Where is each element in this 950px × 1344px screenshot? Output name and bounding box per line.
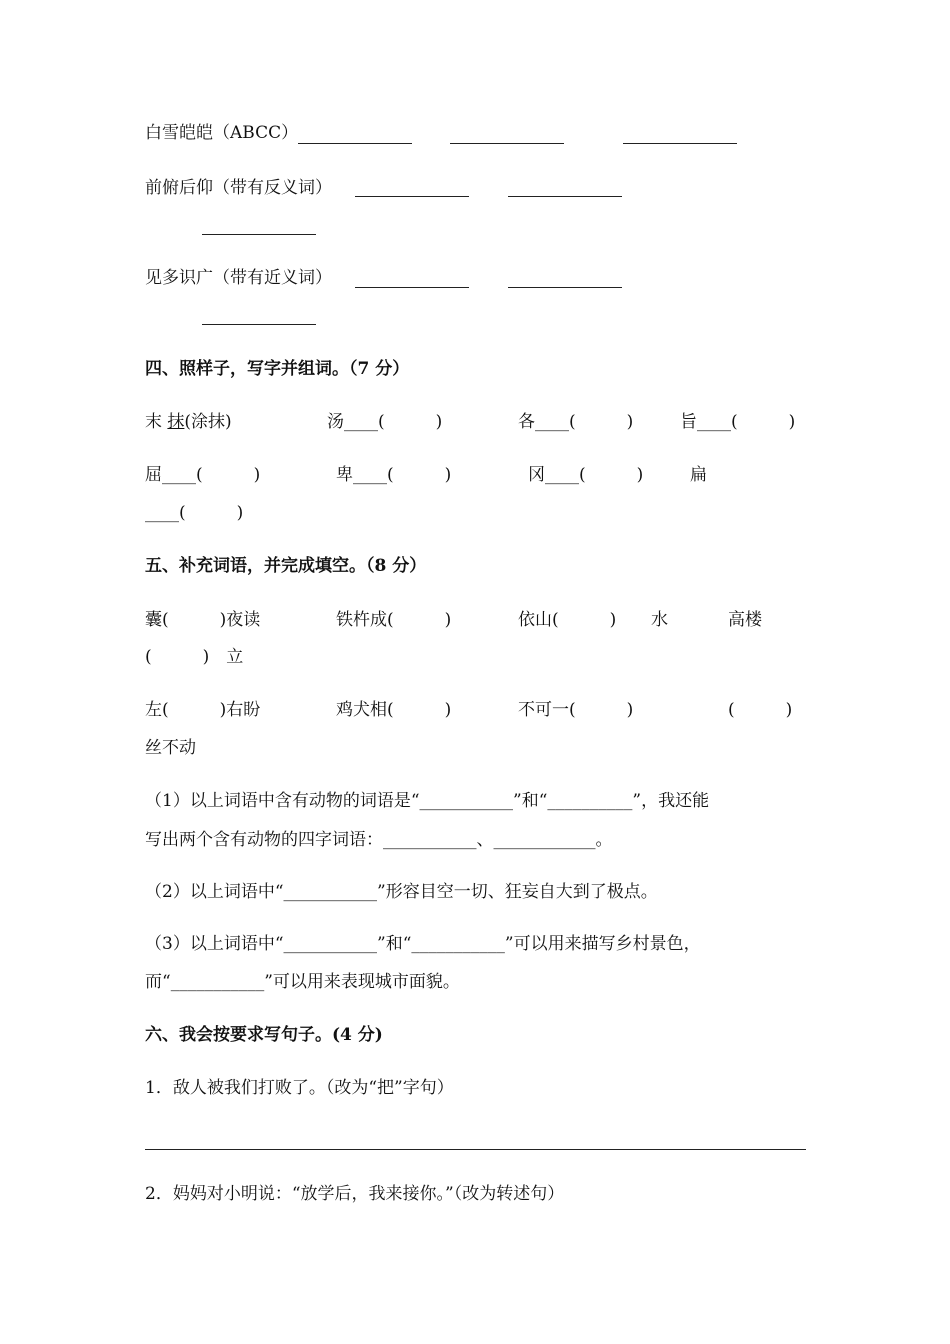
idiom-item: 水 xyxy=(651,610,668,630)
section-5-heading: 五、补充词语，并完成填空。（8 分） xyxy=(145,556,427,576)
answer-line[interactable] xyxy=(355,196,469,197)
char-item[interactable]: 汤____( ) xyxy=(327,412,443,432)
question-3-line-2: 而“___________”可以用来表现城市面貌。 xyxy=(145,972,460,992)
answer-line[interactable] xyxy=(508,287,622,288)
char-item[interactable]: 旨____( ) xyxy=(680,412,796,432)
idiom-item[interactable]: ( ) xyxy=(728,700,793,720)
char-item-blank[interactable]: ____( ) xyxy=(145,503,244,523)
question-3-line-1: （3）以上词语中“___________”和“___________”可以用来描写乡村景色， xyxy=(145,934,701,954)
idiom-label-jianduo: 见多识广（带有近义词） xyxy=(145,268,332,288)
idiom-label-baixue: 白雪皑皑（ABCC） xyxy=(145,123,299,143)
idiom-label-qianfu: 前俯后仰（带有反义词） xyxy=(145,178,332,198)
char-item[interactable]: 各____( ) xyxy=(518,412,634,432)
section-6-heading: 六、我会按要求写句子。(4 分) xyxy=(145,1025,383,1045)
sentence-task-1: 1．敌人被我们打败了。（改为“把”字句） xyxy=(145,1078,454,1098)
sentence-task-2: 2．妈妈对小明说：“放学后，我来接你。”（改为转述句） xyxy=(145,1184,565,1204)
sentence-answer-line[interactable] xyxy=(145,1149,806,1150)
idiom-item[interactable]: 鸡犬相( ) xyxy=(336,700,452,720)
question-1-line-2: 写出两个含有动物的四字词语：___________、____________。 xyxy=(145,830,613,850)
answer-line[interactable] xyxy=(508,196,622,197)
idiom-item[interactable]: 铁杵成( ) xyxy=(336,610,452,630)
answer-line[interactable] xyxy=(202,324,316,325)
char-item[interactable]: 冈____( ) xyxy=(528,465,644,485)
char-item[interactable]: 卑____( ) xyxy=(336,465,452,485)
char-item[interactable]: 屈____( ) xyxy=(145,465,261,485)
idiom-item[interactable]: 依山( ) xyxy=(518,610,617,630)
answer-line[interactable] xyxy=(450,143,564,144)
question-2: （2）以上词语中“___________”形容目空一切、狂妄自大到了极点。 xyxy=(145,882,658,902)
idiom-item[interactable]: ( ) 立 xyxy=(145,647,244,667)
idiom-item[interactable]: 左( )右盼 xyxy=(145,700,261,720)
idiom-item: 高楼 xyxy=(728,610,762,630)
idiom-item[interactable]: 不可一( ) xyxy=(518,700,634,720)
answer-line[interactable] xyxy=(298,143,412,144)
example-char: 末 xyxy=(145,412,162,432)
example-word: (涂抹) xyxy=(184,412,232,432)
example-item xyxy=(145,410,232,434)
idiom-item: 丝不动 xyxy=(145,738,196,758)
char-item: 扁 xyxy=(690,465,707,485)
question-1-line-1: （1）以上词语中含有动物的词语是“___________”和“__________”，我还能 xyxy=(145,791,710,811)
idiom-item[interactable]: 囊( )夜读 xyxy=(145,610,261,630)
answer-line[interactable] xyxy=(355,287,469,288)
answer-line[interactable] xyxy=(623,143,737,144)
section-4-heading: 四、照样子，写字并组词。（7 分） xyxy=(145,359,410,379)
answer-line[interactable] xyxy=(202,234,316,235)
example-answer: 抹 xyxy=(167,412,185,432)
